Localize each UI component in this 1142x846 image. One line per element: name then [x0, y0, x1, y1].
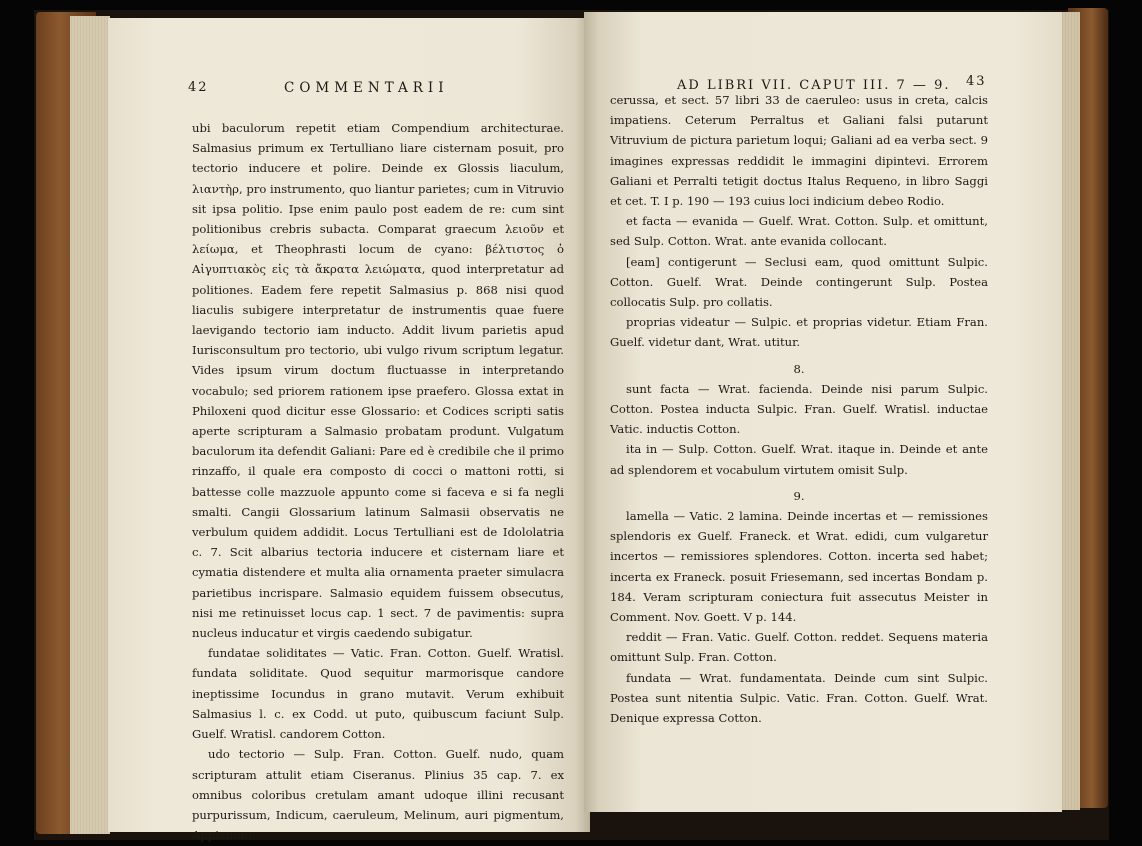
right-paragraph: reddit — Fran. Vatic. Guelf. Cotton. reddet. Sequens materia omittunt Sulp. Fran. Cotton. [610, 630, 988, 665]
right-page-number: 43 [966, 74, 987, 89]
right-running-head: AD LIBRI VII. CAPUT III. 7 — 9. [677, 78, 951, 93]
left-page-body [192, 118, 564, 845]
left-paragraph: ubi baculorum repetit etiam Compendium architecturae. Salmasius primum ex Tertulliano liare cisternam posuit, pro tectorio inducere et polire. Deinde ex Glossis liaculum, λιαντὴρ, pro instrumento, quo liantur parietes; cum in Vitruvio sit ipsa politio. Ipse enim paulo post eadem de re: cum sint politionibus crebris subacta. Comparat graecum λειοῦν et λείωμα, et Theophrasti locum de cyano: βέλτιστος ὁ Αἰγυπτιακὸς εἰς τὰ ἄκρατα λειώματα, quod interpretatur ad politiones. Eadem fere repetit Salmasius p. 868 nisi quod liaculis subigere interpretatur de instrumentis quae fuere laevigando tectorio iam inducto. Addit livum parietis apud Iurisconsultum pro tectorio, ubi vulgo rivum scriptum legatur. Vides ipsum virum doctum fluctuasse in interpretando vocabulo; sed priorem rationem ipse praefero. Glossa extat in Philoxeni quod dicitur esse Glossario: et Codices scripti satis aperte scripturam a Salmasio probatam produnt. Vulgatum baculorum ita defendit Galiani: Pare ed è credibile che il primo rinzaffo, il quale era composto di cocci o mattoni rotti, si battesse colle mazzuole appunto come si faceva e si fa negli smalti. Cangii Glossarium latinum Salmasii observatis ne verbulum quidem addidit. Locus Tertulliani est de Idololatria c. 7. Scit albarius tectoria inducere et cisternam liare et cymatia distendere et multa alia ornamenta praeter simulacra parietibus incrispare. Salmasio equidem fuissem obsecutus, nisi me retinuisset locus cap. 1 sect. 7 de pavimentis: supra nucleus inducatur et virgis caedendo subigatur. [192, 121, 564, 641]
right-paragraph: et facta — evanida — Guelf. Wrat. Cotton. Sulp. et omittunt, sed Sulp. Cotton. Wrat. ante evanida collocant. [610, 214, 988, 249]
right-paragraph: fundata — Wrat. fundamentata. Deinde cum sint Sulpic. Postea sunt nitentia Sulpic. Vatic. Fran. Cotton. Guelf. Wrat. Denique expressa Cotton. [610, 670, 988, 726]
right-page [584, 12, 1062, 812]
right-paragraph: sunt facta — Wrat. facienda. Deinde nisi parum Sulpic. Cotton. Postea inducta Sulpic. Fran. Guelf. Wratisl. inductae Vatic. inductis Cotton. [610, 381, 988, 437]
left-page [108, 18, 590, 843]
left-page-edges [70, 16, 110, 834]
left-paragraph: fundatae soliditates — Vatic. Fran. Cotton. Guelf. Wratisl. fundata soliditate. Quod sequitur marmorisque candore ineptissime Iocundus in grano mutavit. Verum exhibuit Salmasius l. c. ex Codd. ut puto, quibuscum faciunt Sulp. Guelf. Wratisl. candorem Cotton. [192, 646, 564, 742]
section-number: 9. [793, 488, 805, 503]
left-running-head: COMMENTARII [284, 80, 449, 96]
right-page-body [610, 90, 988, 728]
section-number: 8. [793, 361, 805, 376]
left-page-number: 42 [188, 80, 209, 95]
right-paragraph: lamella — Vatic. 2 lamina. Deinde incertas et — remissiones splendoris ex Guelf. Franeck. et Wrat. edidi, cum vulgaretur incertos — remissiores splendores. Cotton. incerta sed habet; incerta ex Franeck. posuit Friesemann, sed incertas Bondam p. 184. Veram scripturam coniectura fuit assecutus Meister in Comment. Nov. Goett. V p. 144. [610, 509, 988, 625]
right-paragraph: [eam] contigerunt — Seclusi eam, quod omittunt Sulpic. Cotton. Guelf. Wrat. Deinde contingerunt Sulp. Postea collocatis Sulp. pro collatis. [610, 254, 988, 310]
right-paragraph: proprias videatur — Sulpic. et proprias videtur. Etiam Fran. Guelf. videtur dant, Wrat. utitur. [610, 315, 988, 350]
right-paragraph: cerussa, et sect. 57 libri 33 de caeruleo: usus in creta, calcis impatiens. Ceterum Perraltus et Galiani falsi putarunt Vitruvium de pictura parietum loqui; Galiani ad ea verba sect. 9 imagines expressas reddidit le immagini dipintevi. Errorem Galiani et Perralti tetigit doctus Italus Requeno, in libro Saggi et cet. T. I p. 190 — 193 cuius loci indicium debeo Rodio. [610, 93, 988, 209]
left-paragraph: udo tectorio — Sulp. Fran. Cotton. Guelf. nudo, quam scripturam attulit etiam Ciseranus. Plinius 35 cap. 7. ex omnibus coloribus cretulam amant udoque illini recusant purpurissum, Indicum, caeruleum, Melinum, auri pigmentum, Appianum, [192, 747, 564, 843]
right-paragraph: ita in — Sulp. Cotton. Guelf. Wrat. itaque in. Deinde et ante ad splendorem et vocabulum virtutem omisit Sulp. [610, 442, 988, 477]
